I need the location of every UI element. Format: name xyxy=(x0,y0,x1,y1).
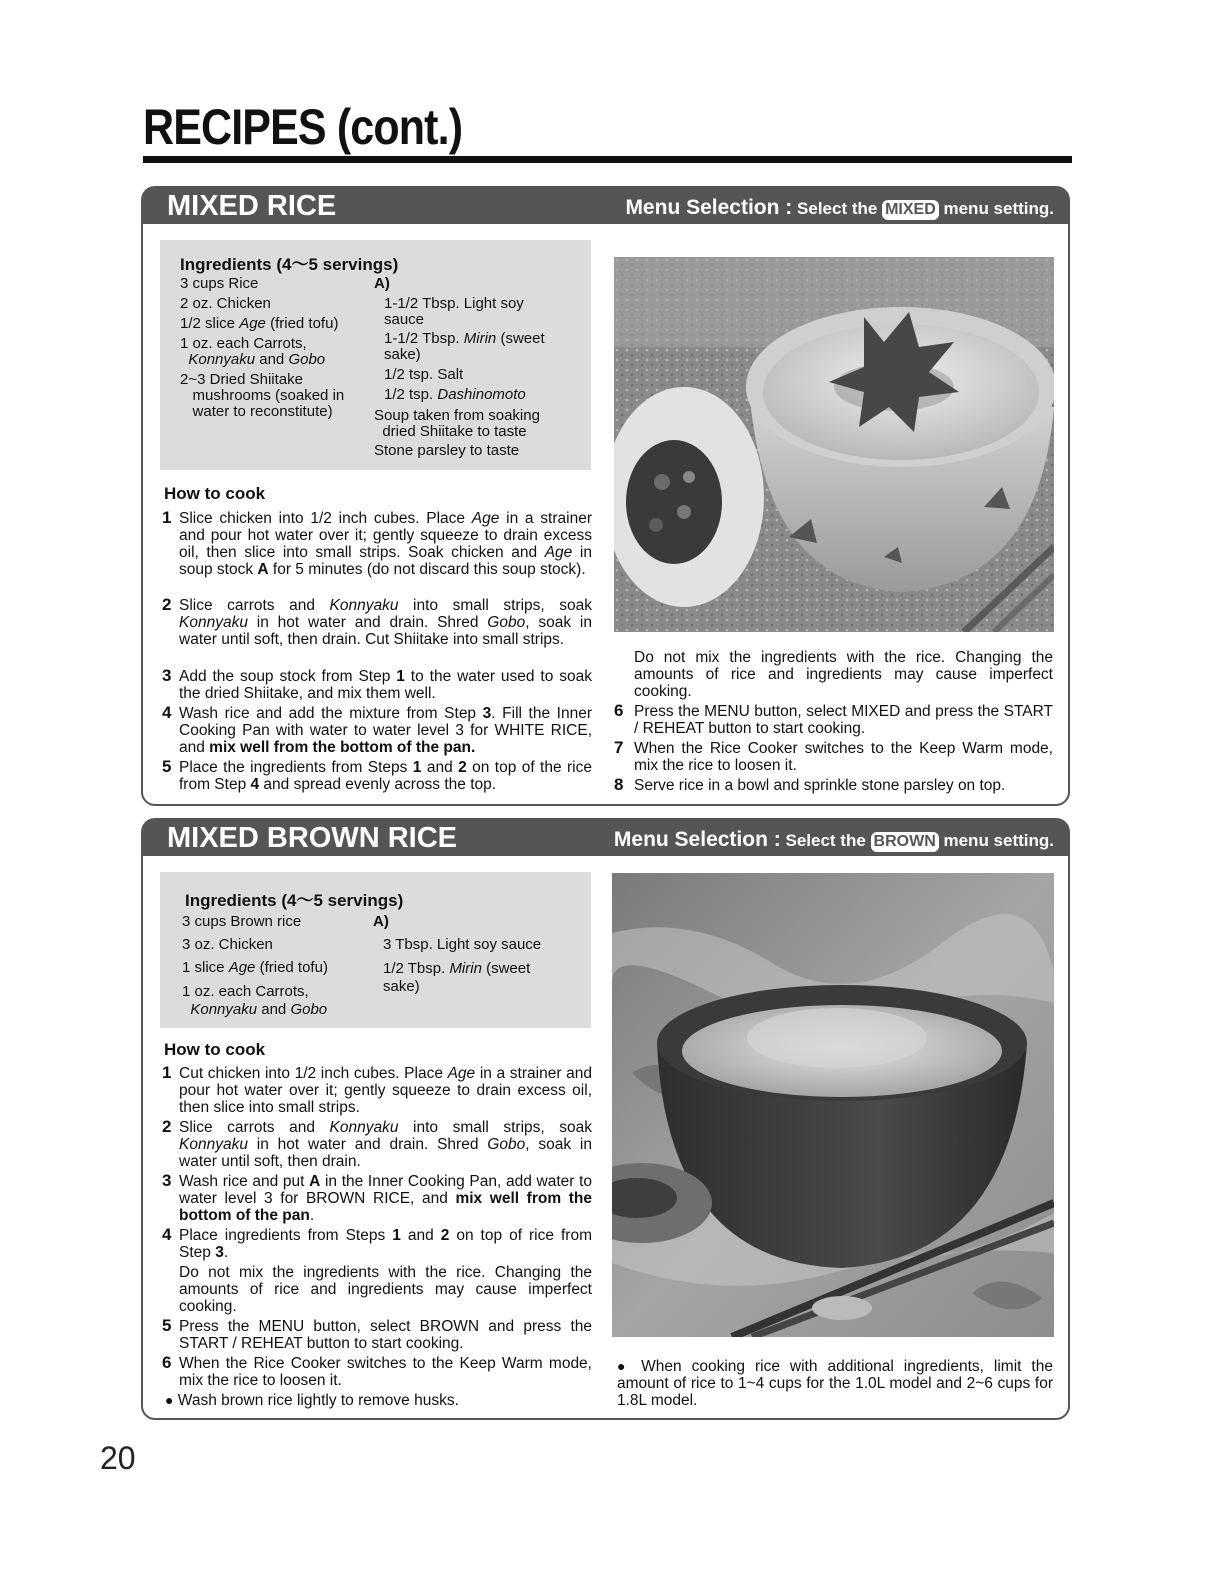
note-text: Do not mix the ingredients with the rice. Changing the amounts of rice and ingredients may cause imperfect cooking. xyxy=(179,1264,592,1315)
step-number: 6 xyxy=(162,1353,172,1372)
ingredient-item: 3 Tbsp. Light soy sauce xyxy=(383,936,542,953)
menu-selection xyxy=(614,828,1054,852)
ingredients-box xyxy=(160,872,591,1028)
ingredient-item: 1/2 slice Age (fried tofu) xyxy=(180,315,339,332)
recipe-step: Slice carrots and Konnyaku into small strips, soak Konnyaku in hot water and drain. Shred Gobo, soak in water until soft, then drain. xyxy=(179,1119,592,1170)
ingredient-item: 1 oz. each Carrots, Konnyaku and Gobo xyxy=(180,335,326,368)
ingredient-item: 2~3 Dried Shiitake mushrooms (soaked in water to reconstitute) xyxy=(180,371,345,420)
bullet-note: ● When cooking rice with additional ingredients, limit the amount of rice to 1~4 cups for the 1.0L model and 2~6 cups for 1.8L model. xyxy=(617,1358,1053,1409)
how-to-cook-title: How to cook xyxy=(164,1040,266,1059)
menu-selection-pre: Select the xyxy=(785,831,866,850)
recipe-step: Add the soup stock from Step 1 to the water used to soak the dried Shiitake, and mix them well. xyxy=(179,668,593,702)
mixed-rice-photo xyxy=(614,257,1054,632)
page-number: 20 xyxy=(100,1440,136,1476)
recipe-step: Slice carrots and Konnyaku into small strips, soak Konnyaku in hot water and drain. Shred Gobo, soak in water until soft, then drain. Cut Shiitake into small strips. xyxy=(179,597,592,648)
recipe-step: Press the MENU button, select MIXED and press the START / REHEAT button to start cooking. xyxy=(634,703,1053,737)
recipe-step: When the Rice Cooker switches to the Keep Warm mode, mix the rice to loosen it. xyxy=(634,740,1053,774)
ingredient-item: 1-1/2 Tbsp. Light soy sauce xyxy=(384,295,524,328)
menu-selection-pre: Select the xyxy=(797,199,878,218)
ingredient-group-label: A) xyxy=(373,913,389,930)
bullet-icon: ● xyxy=(617,1358,632,1374)
step-number: 8 xyxy=(614,775,624,794)
step-number: 1 xyxy=(162,508,172,527)
recipe-step: Slice chicken into 1/2 inch cubes. Place Age in a strainer and pour hot water over it; gently squeeze to drain excess oil, then slice into small strips. Soak chicken and Age in soup stock A for 5 minutes (do not discard this soup stock). xyxy=(179,510,592,578)
ingredient-item: 3 cups Rice xyxy=(180,275,259,292)
ingredient-item: 3 cups Brown rice xyxy=(182,913,302,930)
step-number: 2 xyxy=(162,1117,172,1136)
menu-selection-label: Menu Selection : xyxy=(625,196,793,219)
ingredients-box xyxy=(160,240,591,470)
step-number: 1 xyxy=(162,1063,172,1082)
ingredient-item: 1-1/2 Tbsp. Mirin (sweet sake) xyxy=(384,330,545,363)
step-number: 2 xyxy=(162,595,172,614)
note-text: Do not mix the ingredients with the rice. Changing the amounts of rice and ingredients may cause imperfect cooking. xyxy=(634,649,1053,700)
ingredient-item: 2 oz. Chicken xyxy=(180,295,271,312)
step-number: 6 xyxy=(614,701,624,720)
title-divider xyxy=(143,156,1072,163)
section-header xyxy=(143,820,1068,856)
menu-setting-badge: MIXED xyxy=(882,200,939,220)
step-number: 3 xyxy=(162,666,172,685)
section-title: MIXED BROWN RICE xyxy=(167,822,457,854)
step-number: 5 xyxy=(162,757,172,776)
mixed-brown-rice-section xyxy=(141,818,1070,1420)
step-number: 4 xyxy=(162,1225,172,1244)
how-to-cook-title: How to cook xyxy=(164,484,266,503)
ingredient-item: Soup taken from soaking dried Shiitake to taste xyxy=(374,407,540,440)
menu-selection-post: menu setting. xyxy=(943,831,1054,850)
recipe-step: Place the ingredients from Steps 1 and 2 on top of the rice from Step 4 and spread evenly across the top. xyxy=(179,759,592,793)
menu-selection-post: menu setting. xyxy=(943,199,1054,218)
menu-selection-label: Menu Selection : xyxy=(613,828,781,851)
ingredient-item: 3 oz. Chicken xyxy=(182,936,273,953)
mixed-rice-section xyxy=(141,186,1070,806)
menu-selection xyxy=(625,196,1054,220)
step-number: 5 xyxy=(162,1316,172,1335)
recipe-step: Wash rice and put A in the Inner Cooking Pan, add water to water level 3 for BROWN RICE, and mix well from the bottom of the pan. xyxy=(179,1173,592,1224)
step-number: 4 xyxy=(162,703,172,722)
section-title: MIXED RICE xyxy=(167,190,337,222)
menu-setting-badge: BROWN xyxy=(871,832,939,852)
ingredient-item: 1/2 tsp. Salt xyxy=(384,366,464,383)
recipe-step: When the Rice Cooker switches to the Keep Warm mode, mix the rice to loosen it. xyxy=(179,1355,592,1389)
ingredients-title: Ingredients (4～5 servings) xyxy=(185,891,404,910)
step-number: 7 xyxy=(614,738,624,757)
recipe-step: Press the MENU button, select BROWN and press the START / REHEAT button to start cooking. xyxy=(179,1318,592,1352)
recipe-step: Cut chicken into 1/2 inch cubes. Place Age in a strainer and pour hot water over it; gently squeeze to drain excess oil, then slice into small strips. xyxy=(179,1065,592,1116)
recipe-step: Place ingredients from Steps 1 and 2 on top of rice from Step 3. xyxy=(179,1227,592,1261)
ingredient-item: 1/2 Tbsp. Mirin (sweet sake) xyxy=(383,960,531,995)
ingredient-item: Stone parsley to taste xyxy=(374,442,520,459)
recipe-step: Serve rice in a bowl and sprinkle stone parsley on top. xyxy=(634,777,1006,794)
ingredient-item: 1 oz. each Carrots, Konnyaku and Gobo xyxy=(182,983,328,1018)
ingredient-item: 1/2 tsp. Dashinomoto xyxy=(384,386,526,403)
page-title: RECIPES (cont.) xyxy=(143,99,463,155)
ingredients-title: Ingredients (4～5 servings) xyxy=(180,255,399,274)
mixed-brown-rice-photo xyxy=(612,873,1054,1337)
ingredient-group-label: A) xyxy=(374,275,390,292)
bullet-icon: ● xyxy=(165,1392,174,1408)
ingredient-item: 1 slice Age (fried tofu) xyxy=(182,959,328,976)
section-header xyxy=(143,188,1068,224)
step-number: 3 xyxy=(162,1171,172,1190)
recipe-step: Wash rice and add the mixture from Step 3. Fill the Inner Cooking Pan with water to water level 3 for WHITE RICE, and mix well from the bottom of the pan. xyxy=(179,705,592,756)
bullet-note: ● Wash brown rice lightly to remove husks. xyxy=(165,1392,459,1409)
